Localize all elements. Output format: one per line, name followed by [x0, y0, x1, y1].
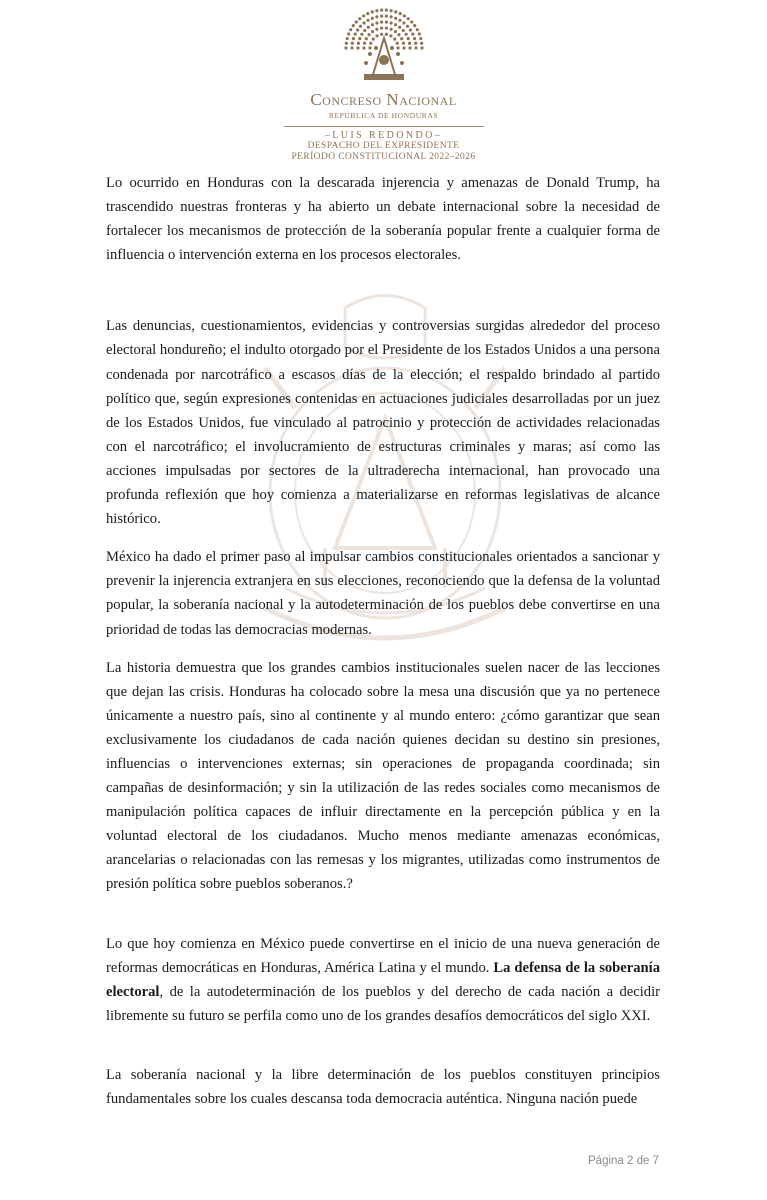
letterhead	[0, 8, 767, 163]
congress-emblem-icon	[314, 8, 454, 86]
document-body	[106, 171, 660, 1111]
paragraph-5-bold: La defensa de la soberanía electoral	[106, 959, 661, 1000]
header-divider	[284, 126, 484, 127]
paragraph-4: La historia demuestra que los grandes cambios institucionales suelen nacer de las lecciones que dejan las crisis. Honduras ha colocado sobre la mesa una discusión que ya no pertenece únicamente a nuestro país, sino al continente y al mundo entero: ¿cómo garantizar que sean exclusivamente los ciudadanos de cada nación quienes decidan su destino sin presiones, influencias o intervenciones externas; sin operaciones de propaganda coordinada; sin campañas de desinformación; y sin la utilización de las redes sociales como mecanismos de manipulación política capaces de influir directamente en la percepción pública y en la voluntad electoral de los ciudadanos. Mucho menos mediante amenazas económicas, arancelarias o relacionadas con las remesas y los migrantes, utilizadas como instrumentos de presión política sobre pueblos soberanos.?	[106, 659, 660, 893]
office-line-2: PERÍODO CONSTITUCIONAL 2022–2026	[291, 152, 476, 162]
paragraph-5	[106, 932, 660, 1028]
page-number: Página 2 de 7	[588, 1155, 659, 1167]
organization-name: Concreso Nacional	[310, 90, 457, 109]
paragraph-6: La soberanía nacional y la libre determinación de los pueblos constituyen principios fundamentales sobre los cuales descansa toda democracia auténtica. Ninguna nación puede	[106, 1066, 660, 1107]
organization-subtitle: REPÚBLICA DE HONDURAS	[328, 111, 439, 120]
paragraph-3: México ha dado el primer paso al impulsar cambios constitucionales orientados a sancionar y prevenir la injerencia extranjera en sus elecciones, reconociendo que la defensa de la voluntad popular, la soberanía nacional y la autodeterminación de los pueblos debe convertirse en una prioridad de todas las democracias modernas.	[106, 549, 660, 638]
paragraph-5-start: Lo que hoy comienza en México puede convertirse en el inicio de una nueva generación de reformas democráticas en Honduras, América Latina y el mundo.	[106, 935, 660, 976]
office-name: –LUIS REDONDO–	[324, 130, 443, 141]
office-line-1: DESPACHO DEL EXPRESIDENTE	[307, 141, 460, 151]
paragraph-2: Las denuncias, cuestionamientos, evidencias y controversias surgidas alrededor del proceso electoral hondureño; el indulto otorgado por el Presidente de los Estados Unidos a una persona condenada por narcotráfico a escasos días de la elección; el respaldo brindado al partido político que, según expresiones contenidas en actuaciones judiciales desarrolladas por un juez de los Estados Unidos, fue vinculado al patrocinio y protección de actividades relacionadas con el narcotráfico; el involucramiento de estructuras criminales y maras; así como las acciones impulsadas por sectores de la ultraderecha internacional, han provocado una profunda reflexión que hoy comienza a materializarse en reformas legislativas de alcance histórico.	[106, 318, 660, 528]
paragraph-5-end: , de la autodeterminación de los pueblos y del derecho de cada nación a decidir libremente su futuro se perfila como uno de los grandes desafíos democráticos del siglo XXI.	[106, 983, 660, 1024]
paragraph-1: Lo ocurrido en Honduras con la descarada injerencia y amenazas de Donald Trump, ha trascendido nuestras fronteras y ha abierto un debate internacional sobre la necesidad de fortalecer los mecanismos de protección de la soberanía popular frente a cualquier forma de influencia o intervención externa en los procesos electorales.	[106, 175, 660, 264]
